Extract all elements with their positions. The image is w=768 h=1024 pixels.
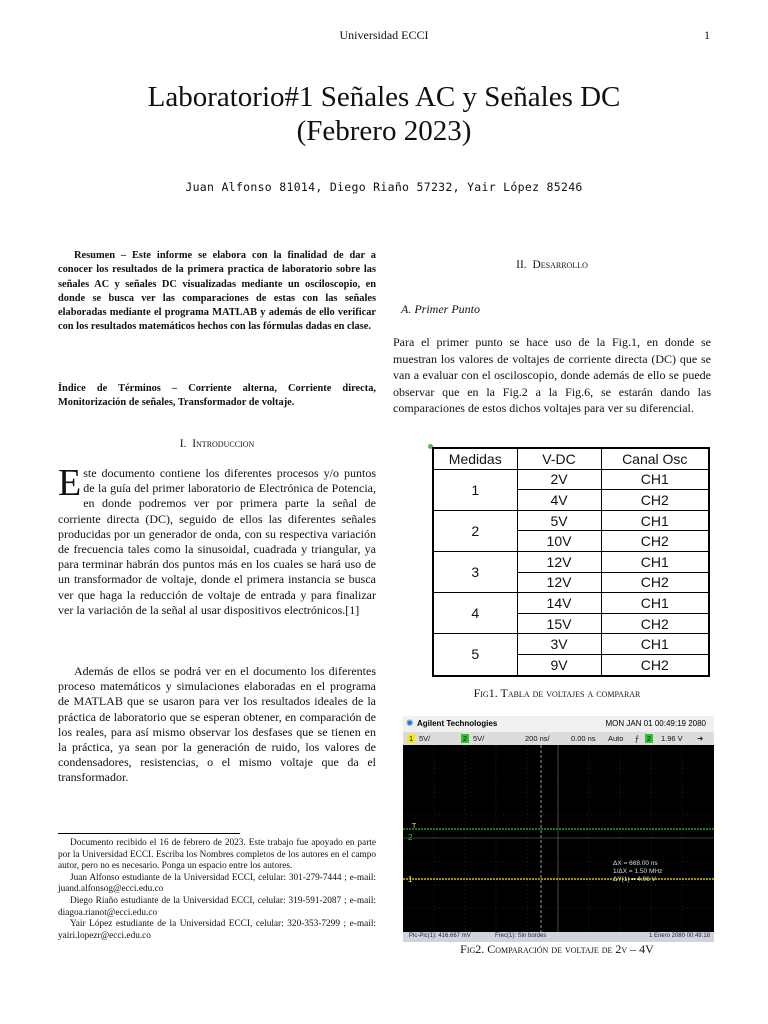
ch2-marker: 2: [408, 833, 413, 842]
page-number: 1: [704, 28, 710, 42]
frequency-measurement: Frec(1): Sin bordes: [495, 933, 547, 939]
timebase: 200 ns/: [525, 734, 550, 743]
intro-paragraph: [58, 462, 376, 618]
measurement-dy: ΔY(1) = 4.06 V: [613, 876, 656, 883]
measurement-freq: 1/ΔX = 1.50 MHz: [613, 868, 663, 875]
table-cell: CH2: [601, 531, 709, 552]
footnote-author-3: Yair López estudiante de la Universidad ECCI, celular: 320-353-7299 ; e-mail: yairi.lopezr@ecci.edu.co: [58, 919, 376, 941]
trigger-level: 1.96 V: [661, 734, 683, 743]
table-row: [433, 510, 709, 531]
table-cell: CH1: [601, 551, 709, 572]
scope-title-bar: [403, 716, 714, 732]
ch1-badge: 1: [409, 734, 414, 743]
footnote-author-1: Juan Alfonso estudiante de la Universidad ECCI, celular: 301-279-7444 ; e-mail: juand.alfonsog@ecci.edu.co: [58, 872, 376, 895]
table-cell: 12V: [517, 551, 601, 572]
table-cell: 10V: [517, 531, 601, 552]
delay: 0.00 ns: [571, 734, 596, 743]
table-header: Canal Osc: [601, 448, 709, 469]
section-1-heading: [58, 438, 376, 450]
trigger-mode: Auto: [608, 734, 624, 743]
table-header: Medidas: [433, 448, 517, 469]
table-cell-medida: 2: [433, 510, 517, 551]
ch1-marker: 1: [408, 875, 413, 884]
agilent-logo-icon: ✺: [406, 718, 414, 728]
section-1-title: Introduccion: [192, 438, 255, 450]
intro-paragraph-2: Además de ellos se podrá ver en el documento los diferentes proceso matemáticos y simulaciones elaboradas en el programa de MATLAB que se usaron para ver los resultados ideales de la práctica de laboratorio que se esperan obtener, en comparación de los reales, para así mismo observar los desfases que se tienen en la práctica, ya sean por la generación de ruido, los valores de condensadores, resistencias, o el mismo voltaje que da el transformador.: [58, 664, 376, 785]
ch1-scale: 5V/: [419, 734, 431, 743]
trigger-edge-icon: ⨍: [635, 734, 639, 743]
footnote-received: Documento recibido el 16 de febrero de 2023. Este trabajo fue apoyado en parte por la Universidad ECCI. Escriba los Nombres completos de los autores en el campo autor, pero no es necesario. Ponga un espacio entre los autores.: [58, 838, 376, 872]
table-cell: 3V: [517, 634, 601, 655]
section-2-paragraph: Para el primer punto se hace uso de la Fig.1, en donde se muestran los valores de voltajes de corriente directa (DC) que se van a evaluar con el osciloscopio, donde además de ello se puede observar que en la Fig.2 a la Fig.6, se estarán dando las comparaciones de estos dichos voltajes para ver su diferencial.: [393, 335, 711, 415]
figure-2-caption: Fig2. Comparación de voltaje de 2v – 4V: [460, 942, 654, 956]
title-line-1: Laboratorio#1 Señales AC y Señales DC: [147, 81, 621, 113]
peak-measurement: Pic-Pic(1): 416.667 mV: [409, 933, 471, 939]
table-row: [433, 469, 709, 490]
table-cell: CH2: [601, 490, 709, 511]
oscilloscope-screenshot: [403, 716, 714, 942]
footnote: [58, 838, 376, 942]
authors-line: Juan Alfonso 81014, Diego Riaño 57232, Yair López 85246: [185, 180, 583, 194]
table-header-row: [433, 448, 709, 469]
trigger-marker: T: [412, 823, 417, 830]
table-cell: 4V: [517, 490, 601, 511]
table-cell: CH1: [601, 510, 709, 531]
measurement-dx: ΔX = 668.00 ns: [613, 860, 658, 867]
table-cell: CH2: [601, 572, 709, 593]
section-2-heading: [393, 259, 711, 271]
table-cell: 14V: [517, 593, 601, 614]
table-row: [433, 593, 709, 614]
title-line-2: (Febrero 2023): [296, 115, 472, 147]
footnote-rule: [58, 833, 240, 834]
section-1-number: I.: [179, 438, 187, 450]
table-cell: 12V: [517, 572, 601, 593]
subsection-heading: A. Primer Punto: [401, 302, 480, 316]
paper-title: [0, 80, 768, 148]
table-cell: CH1: [601, 634, 709, 655]
table-cell-medida: 1: [433, 469, 517, 510]
table-cell: 5V: [517, 510, 601, 531]
table-cell: CH1: [601, 469, 709, 490]
scope-datetime: MON JAN 01 00:49:19 2080: [605, 719, 706, 728]
section-2-number: II.: [516, 259, 527, 271]
scope-status-bar: [403, 932, 714, 942]
scope-graticule: [403, 745, 714, 932]
table-cell-medida: 4: [433, 593, 517, 634]
scope-settings-bar: [403, 732, 714, 745]
ch2-scale: 5V/: [473, 734, 485, 743]
table-cell-medida: 5: [433, 634, 517, 676]
scope-screen: [403, 745, 714, 932]
ch2-badge: 2: [463, 734, 468, 743]
table-row: [433, 634, 709, 655]
table-cell-medida: 3: [433, 551, 517, 592]
table-cell: CH1: [601, 593, 709, 614]
index-terms: Índice de Términos – Corriente alterna, Corriente directa, Monitorización de señales, Transformador de voltaje.: [58, 383, 376, 409]
scope-brand: Agilent Technologies: [417, 719, 498, 728]
table-header: V-DC: [517, 448, 601, 469]
table-cell: 2V: [517, 469, 601, 490]
trigger-source-badge: 2: [647, 734, 652, 743]
table-cell: 9V: [517, 654, 601, 675]
voltage-table-figure: [432, 447, 710, 677]
scope-timestamp: 1 Enero 2080 00:49:18: [648, 933, 710, 939]
table-cell: CH2: [601, 613, 709, 634]
table-cell: 15V: [517, 613, 601, 634]
drop-cap: E: [58, 462, 82, 504]
intro-text: ste documento contiene los diferentes procesos y/o puntos de la guía del primer laboratorio de Electrónica de Potencia, en donde podremos ver por primera parte la señal de corriente directa (DC), seguido de ellos las diferentes señales producidas por un generador de onda, con su respectiva variación de frecuencia tales como la sinusoidal, cuadrada y triangular, ya para terminar habrán dos puntos más en los cuales se hará uso de un transformador de voltaje, donde el primera instancia se busca ver que haga la reducción de voltaje de entrada y para finalizar ver la variación de la señal al usar dispositivos electrónicos.[1]: [58, 466, 376, 617]
abstract: Resumen – Este informe se elabora con la finalidad de dar a conocer los resultados de la primera practica de laboratorio sobre las señales AC y señales DC visualizadas mediante un osciloscopio, en donde se busca ver las comparaciones de estas con las señales elaboradas mediante el programa MATLAB y además de ello verificar con los resultados matemáticos hechos con las fórmulas dadas en clase.: [58, 250, 376, 333]
figure-1-caption: Fig1. Tabla de voltajes a comparar: [473, 686, 641, 700]
running-header: Universidad ECCI: [339, 28, 429, 42]
run-arrow-icon: ➔: [697, 734, 704, 743]
footnote-author-2: Diego Riaño estudiante de la Universidad ECCI, celular: 319-591-2087 ; e-mail: diagoa.rianot@ecci.edu.co: [58, 895, 376, 918]
section-2-title: Desarrollo: [532, 259, 588, 271]
voltage-table: [432, 447, 710, 677]
table-cell: CH2: [601, 654, 709, 675]
table-row: [433, 551, 709, 572]
